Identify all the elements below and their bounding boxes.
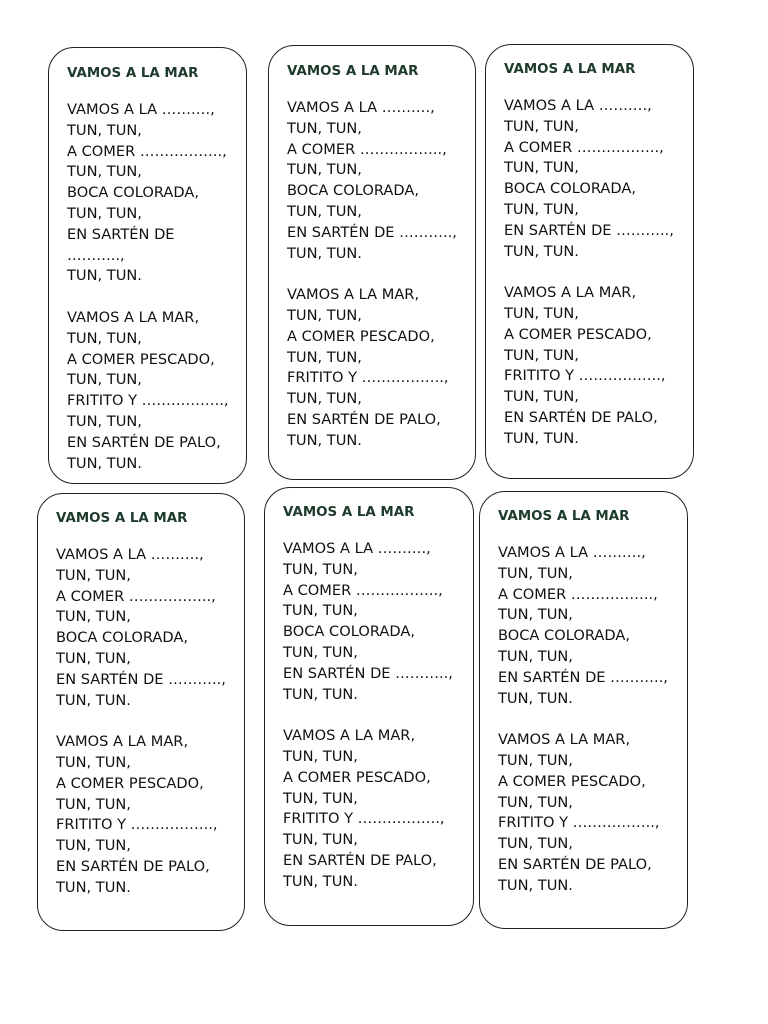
verse-2: [56, 732, 236, 898]
verse-line: TUN, TUN,: [504, 159, 579, 177]
verse-line: EN SARTÉN DE ………..,: [504, 221, 674, 239]
verse-line: TUN, TUN,: [283, 602, 358, 620]
verse-line: TUN, TUN.: [283, 872, 358, 890]
verse-line: A COMER PESCADO,: [287, 327, 435, 345]
verse-line: TUN, TUN,: [498, 564, 573, 582]
verse-line: TUN, TUN,: [504, 200, 579, 218]
verse-line: TUN, TUN,: [287, 348, 362, 366]
verse-line: EN SARTÉN DE PALO,: [498, 855, 652, 873]
verse-1: [287, 98, 467, 264]
verse-line: TUN, TUN.: [56, 878, 131, 896]
verse-line: ………..,: [67, 246, 125, 264]
verse-line: FRITITO Y ……………..,: [498, 814, 660, 832]
verse-1: [283, 539, 465, 705]
verse-line: A COMER PESCADO,: [504, 325, 652, 343]
verse-line: TUN, TUN,: [283, 831, 358, 849]
verse-line: TUN, TUN,: [56, 795, 131, 813]
verse-line: TUN, TUN,: [287, 119, 362, 137]
verse-line: TUN, TUN,: [287, 202, 362, 220]
verse-line: TUN, TUN.: [56, 691, 131, 709]
verse-line: VAMOS A LA MAR,: [56, 733, 189, 751]
verse-line: TUN, TUN,: [287, 306, 362, 324]
verse-line: BOCA COLORADA,: [67, 184, 199, 202]
verse-line: VAMOS A LA MAR,: [67, 308, 200, 326]
verse-line: A COMER PESCADO,: [498, 772, 646, 790]
verse-line: A COMER ……………..,: [56, 587, 216, 605]
verse-line: BOCA COLORADA,: [287, 182, 419, 200]
card-title: VAMOS A LA MAR: [498, 509, 630, 524]
verse-line: TUN, TUN,: [67, 371, 142, 389]
verse-1: [67, 100, 238, 287]
song-card-6: [479, 491, 688, 929]
verse-line: TUN, TUN,: [283, 560, 358, 578]
verse-line: TUN, TUN,: [56, 753, 131, 771]
verse-2: [287, 285, 467, 451]
verse-line: TUN, TUN,: [504, 117, 579, 135]
verse-line: FRITITO Y ……………..,: [283, 810, 445, 828]
verse-line: VAMOS A LA ……….,: [498, 544, 646, 561]
verse-line: TUN, TUN.: [504, 242, 579, 260]
verse-line: EN SARTÉN DE PALO,: [56, 857, 210, 875]
verse-line: A COMER PESCADO,: [67, 350, 215, 368]
verse-line: EN SARTÉN DE ………..,: [283, 664, 453, 682]
verse-line: TUN, TUN.: [504, 429, 579, 447]
verse-line: TUN, TUN,: [283, 643, 358, 661]
verse-line: TUN, TUN,: [67, 163, 142, 181]
verse-line: TUN, TUN,: [498, 835, 573, 853]
verse-line: TUN, TUN,: [498, 793, 573, 811]
verse-line: BOCA COLORADA,: [283, 623, 415, 641]
verse-line: TUN, TUN,: [498, 606, 573, 624]
verse-line: VAMOS A LA ……….,: [287, 99, 435, 116]
verse-line: TUN, TUN,: [504, 346, 579, 364]
verse-line: TUN, TUN,: [67, 121, 142, 139]
verse-line: EN SARTÉN DE PALO,: [283, 851, 437, 869]
verse-line: FRITITO Y ……………..,: [504, 367, 666, 385]
verse-line: EN SARTÉN DE ………..,: [498, 668, 668, 686]
verse-line: TUN, TUN,: [498, 647, 573, 665]
verse-line: EN SARTÉN DE PALO,: [287, 410, 441, 428]
verse-line: FRITITO Y ……………..,: [287, 369, 449, 387]
verse-line: TUN, TUN,: [67, 412, 142, 430]
verse-line: VAMOS A LA ……….,: [56, 546, 204, 563]
verse-line: BOCA COLORADA,: [56, 629, 188, 647]
verse-line: TUN, TUN,: [56, 566, 131, 584]
verse-line: FRITITO Y ……………..,: [67, 392, 229, 410]
verse-line: A COMER ……………..,: [498, 585, 658, 603]
song-card-4: [37, 493, 245, 931]
verse-2: [504, 283, 685, 449]
verse-line: VAMOS A LA ……….,: [67, 101, 215, 118]
verse-line: EN SARTÉN DE ………..,: [56, 670, 226, 688]
verse-line: TUN, TUN.: [67, 267, 142, 285]
verse-line: TUN, TUN.: [498, 876, 573, 894]
verse-line: BOCA COLORADA,: [504, 180, 636, 198]
verse-2: [498, 730, 679, 896]
verse-line: TUN, TUN.: [287, 431, 362, 449]
verse-line: A COMER ……………..,: [67, 142, 227, 160]
verse-line: TUN, TUN,: [67, 204, 142, 222]
verse-line: TUN, TUN,: [283, 747, 358, 765]
verse-line: TUN, TUN.: [283, 685, 358, 703]
verse-line: TUN, TUN.: [498, 689, 573, 707]
verse-line: VAMOS A LA MAR,: [504, 284, 637, 302]
card-title: VAMOS A LA MAR: [67, 66, 199, 81]
verse-line: A COMER PESCADO,: [56, 774, 204, 792]
verse-line: TUN, TUN,: [287, 161, 362, 179]
verse-line: EN SARTÉN DE PALO,: [504, 408, 658, 426]
verse-line: EN SARTÉN DE: [67, 225, 175, 243]
verse-line: TUN, TUN,: [504, 388, 579, 406]
song-card-2: [268, 45, 476, 480]
verse-line: A COMER ……………..,: [504, 138, 664, 156]
verse-line: TUN, TUN,: [67, 329, 142, 347]
verse-line: TUN, TUN,: [56, 837, 131, 855]
verse-2: [283, 726, 465, 892]
verse-line: TUN, TUN,: [56, 649, 131, 667]
verse-2: [67, 308, 238, 474]
verse-line: EN SARTÉN DE PALO,: [67, 433, 221, 451]
verse-line: FRITITO Y ……………..,: [56, 816, 218, 834]
card-title: VAMOS A LA MAR: [56, 511, 188, 526]
verse-line: VAMOS A LA ……….,: [504, 97, 652, 114]
verse-line: TUN, TUN,: [287, 390, 362, 408]
verse-line: A COMER ……………..,: [283, 581, 443, 599]
card-title: VAMOS A LA MAR: [283, 505, 415, 520]
verse-line: A COMER PESCADO,: [283, 768, 431, 786]
verse-line: VAMOS A LA MAR,: [287, 286, 420, 304]
verse-line: A COMER ……………..,: [287, 140, 447, 158]
verse-line: TUN, TUN,: [56, 608, 131, 626]
verse-line: VAMOS A LA MAR,: [283, 727, 416, 745]
verse-line: TUN, TUN.: [67, 454, 142, 472]
verse-line: EN SARTÉN DE ………..,: [287, 223, 457, 241]
verse-1: [498, 543, 679, 709]
verse-line: TUN, TUN.: [287, 244, 362, 262]
card-title: VAMOS A LA MAR: [504, 62, 636, 77]
song-card-1: [48, 47, 247, 484]
verse-line: VAMOS A LA MAR,: [498, 731, 631, 749]
verse-line: TUN, TUN,: [504, 304, 579, 322]
song-card-3: [485, 44, 694, 479]
verse-1: [504, 96, 685, 262]
verse-1: [56, 545, 236, 711]
verse-line: TUN, TUN,: [283, 789, 358, 807]
song-card-5: [264, 487, 474, 926]
verse-line: VAMOS A LA ……….,: [283, 540, 431, 557]
verse-line: BOCA COLORADA,: [498, 627, 630, 645]
verse-line: TUN, TUN,: [498, 751, 573, 769]
card-title: VAMOS A LA MAR: [287, 64, 419, 79]
